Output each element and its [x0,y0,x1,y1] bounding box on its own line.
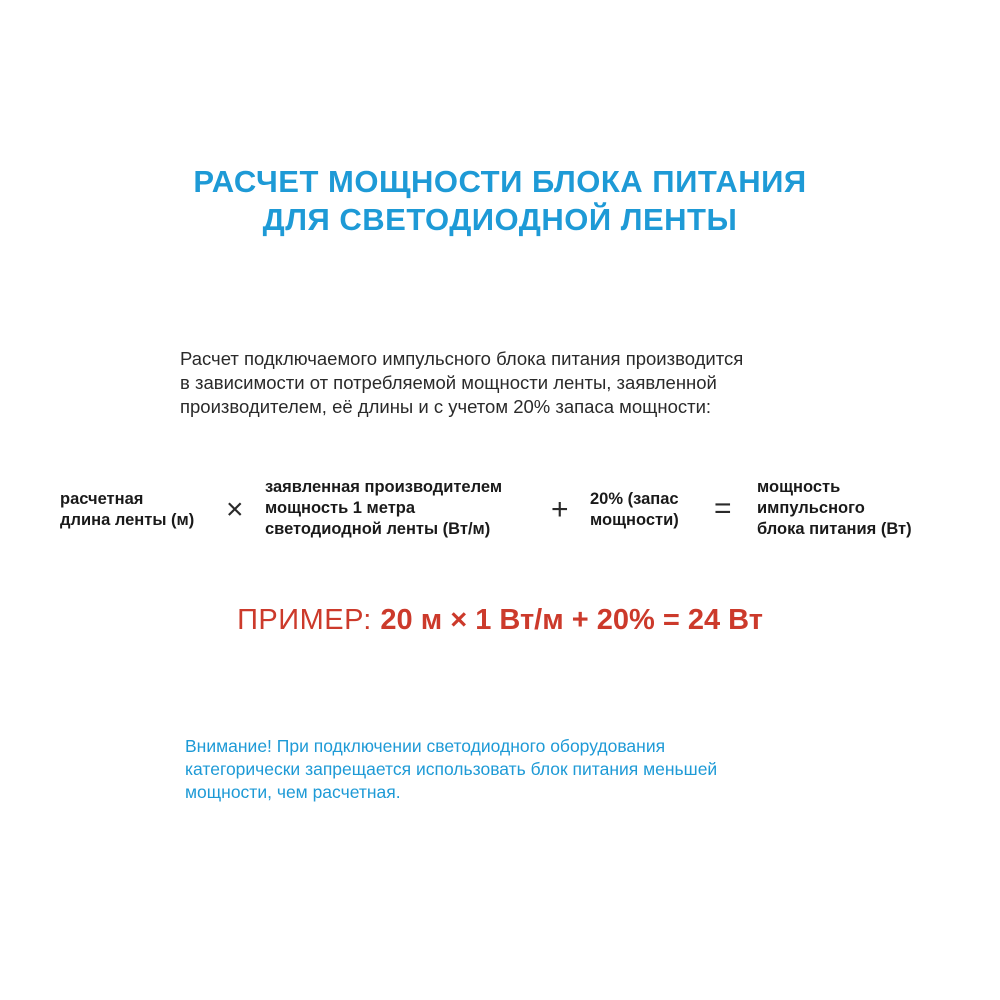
formula-term-power-per-meter-line-2: мощность 1 метра [265,499,416,517]
plus-operator: + [551,493,569,526]
multiply-operator: × [226,493,244,526]
example-formula: 20 м × 1 Вт/м + 20% = 24 Вт [380,604,763,636]
page-title-line-1: РАСЧЕТ МОЩНОСТИ БЛОКА ПИТАНИЯ [193,164,807,199]
formula-term-result-line-2: импульсного [757,499,865,517]
warning-line-3: мощности, чем расчетная. [185,782,401,802]
example-label: ПРИМЕР: [237,604,381,636]
page-title-line-2: ДЛЯ СВЕТОДИОДНОЙ ЛЕНТЫ [262,202,738,237]
formula-term-result-line-3: блока питания (Вт) [757,520,912,538]
formula-term-reserve-line-1: 20% (запас [590,490,679,508]
warning-line-1: Внимание! При подключении светодиодного оборудования [185,736,666,756]
warning-line-2: категорически запрещается использовать блок питания меньшей [185,759,718,779]
formula-term-reserve-line-2: мощности) [590,511,679,529]
intro-line-2: в зависимости от потребляемой мощности ленты, заявленной [180,372,717,393]
formula-term-reserve [590,489,679,531]
formula-term-result [757,477,912,540]
intro-line-3: производителем, её длины и с учетом 20% запаса мощности: [180,396,712,417]
formula-term-power-per-meter-line-3: светодиодной ленты (Вт/м) [265,520,491,538]
formula-term-power-per-meter [265,477,502,540]
formula-term-result-line-1: мощность [757,478,841,496]
formula-term-strip-length-line-2: длина ленты (м) [60,511,195,529]
formula-term-power-per-meter-line-1: заявленная производителем [265,478,503,496]
example-line [0,602,1000,638]
formula-term-strip-length-line-1: расчетная [60,490,144,508]
formula-term-strip-length [60,489,194,531]
warning-note [185,735,865,804]
intro-line-1: Расчет подключаемого импульсного блока питания производится [180,348,744,369]
equals-operator: = [714,492,732,525]
